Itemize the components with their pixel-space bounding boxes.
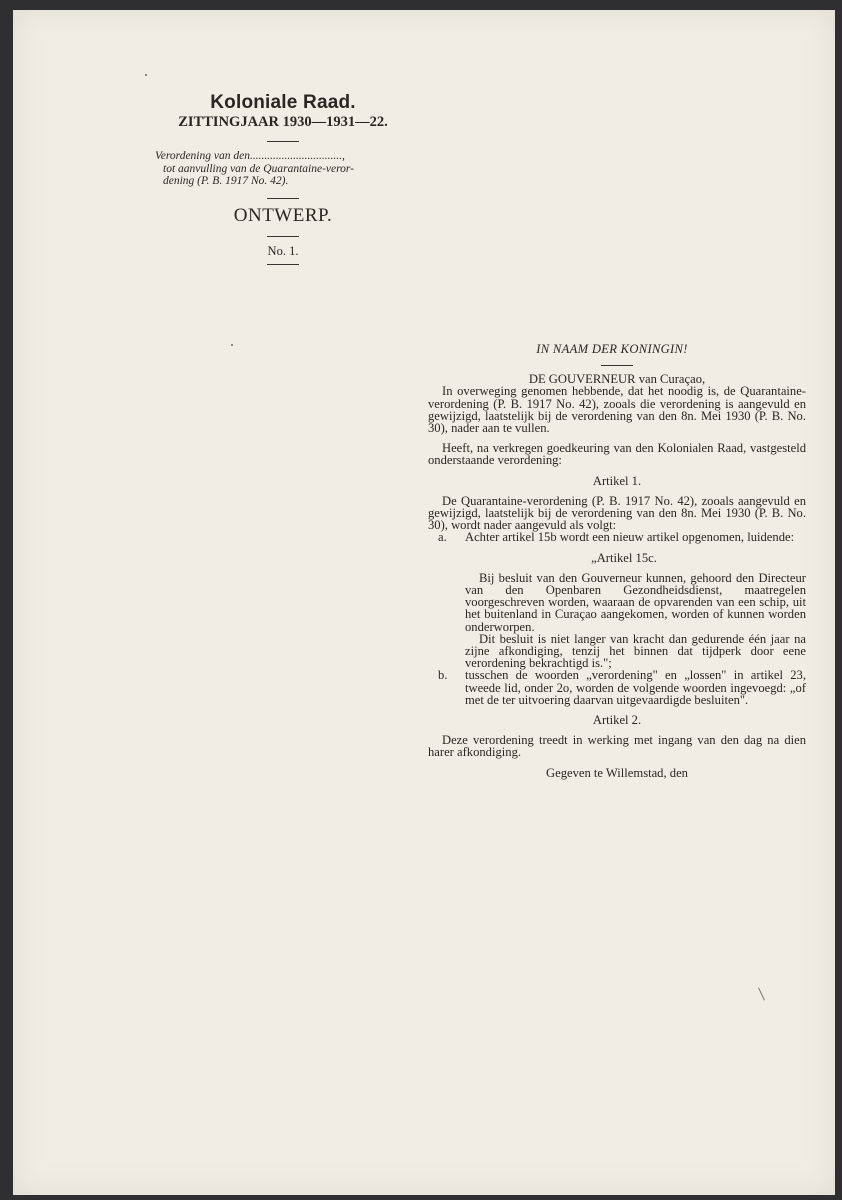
subtitle-line: tot aanvulling van de Quarantaine-veror- (163, 162, 354, 175)
divider (267, 236, 299, 237)
article-1-item-a (428, 531, 806, 543)
session-year: ZITTINGJAAR 1930—1931—22. (178, 114, 388, 130)
article-15c-paragraph: Dit besluit is niet langer van kracht dan gedurende één jaar na zijne afkondiging, tenzij het binnen dat tijdperk door eene verordening bekrachtigd is."; (465, 631, 806, 671)
paper-speck (145, 74, 147, 76)
item-label: b. (438, 668, 448, 683)
article-15c-heading: „Artikel 15c. (591, 550, 657, 565)
document-header (155, 92, 403, 265)
signature-line: Gegeven te Willemstad, den (546, 765, 688, 780)
document-number: No. 1. (267, 243, 299, 258)
article-2-heading: Artikel 2. (592, 713, 642, 728)
royal-invocation: IN NAAM DER KONINGIN! (536, 342, 688, 356)
divider (267, 264, 299, 265)
draft-label: ONTWERP. (233, 204, 333, 226)
article-1-text: De Quarantaine-verordening (P. B. 1917 No. 42), zooals aangevuld en gewijzigd, laatstelijk bij de verordening van den 8n. Mei 1930 (P. B. No. 30), wordt nader aangevuld als volgt: (428, 493, 806, 533)
article-1-item-b (428, 669, 806, 706)
article-2-text: Deze verordening treedt in werking met ingang van den dag na dien harer afkondiging. (428, 733, 806, 760)
divider (267, 198, 299, 199)
item-label: a. (438, 530, 447, 545)
paper-mark (758, 987, 765, 1000)
enactment-paragraph: Heeft, na verkregen goedkeuring van den Kolonialen Raad, vastgesteld onderstaande verordening: (428, 441, 806, 468)
item-text: tusschen de woorden „verordening" en „lossen" in artikel 23, tweede lid, onder 2o, worden de volgende woorden ingevoegd: „of met de ter uitvoering daarvan uitgevaardigde besluiten". (465, 668, 806, 707)
subtitle-line: Verordening van den................................, (155, 150, 345, 162)
preamble-paragraph: In overweging genomen hebbende, dat het noodig is, de Quarantaine-verordening (P. B. 1917 No. 42), zooals die verordening is aangevuld en gewijzigd, laatstelijk bij de verordening van den 8n. Mei 1930 (P. B. No. 30), nader aan te vullen. (428, 384, 806, 436)
ordinance-body (428, 343, 806, 779)
paper-speck (231, 344, 233, 346)
item-text: Achter artikel 15b wordt een nieuw artikel opgenomen, luidende: (465, 530, 795, 545)
divider (267, 141, 299, 142)
divider (601, 365, 633, 366)
council-title: Koloniale Raad. (210, 92, 356, 113)
ordinance-subtitle (155, 150, 403, 188)
governor-line: DE GOUVERNEUR van Curaçao, (528, 372, 706, 387)
article-15c-paragraph: Bij besluit van den Gouverneur kunnen, gehoord den Directeur van den Openbaren Gezondheidsdienst, maatregelen voorgeschreven worden, waaraan de opvarenden van een schip, uit het buitenland in Curaçao aangekomen, worden of kunnen worden onderworpen. (465, 570, 806, 634)
subtitle-line: dening (P. B. 1917 No. 42). (163, 175, 289, 187)
document-page (13, 10, 835, 1195)
article-1-heading: Artikel 1. (592, 473, 642, 488)
